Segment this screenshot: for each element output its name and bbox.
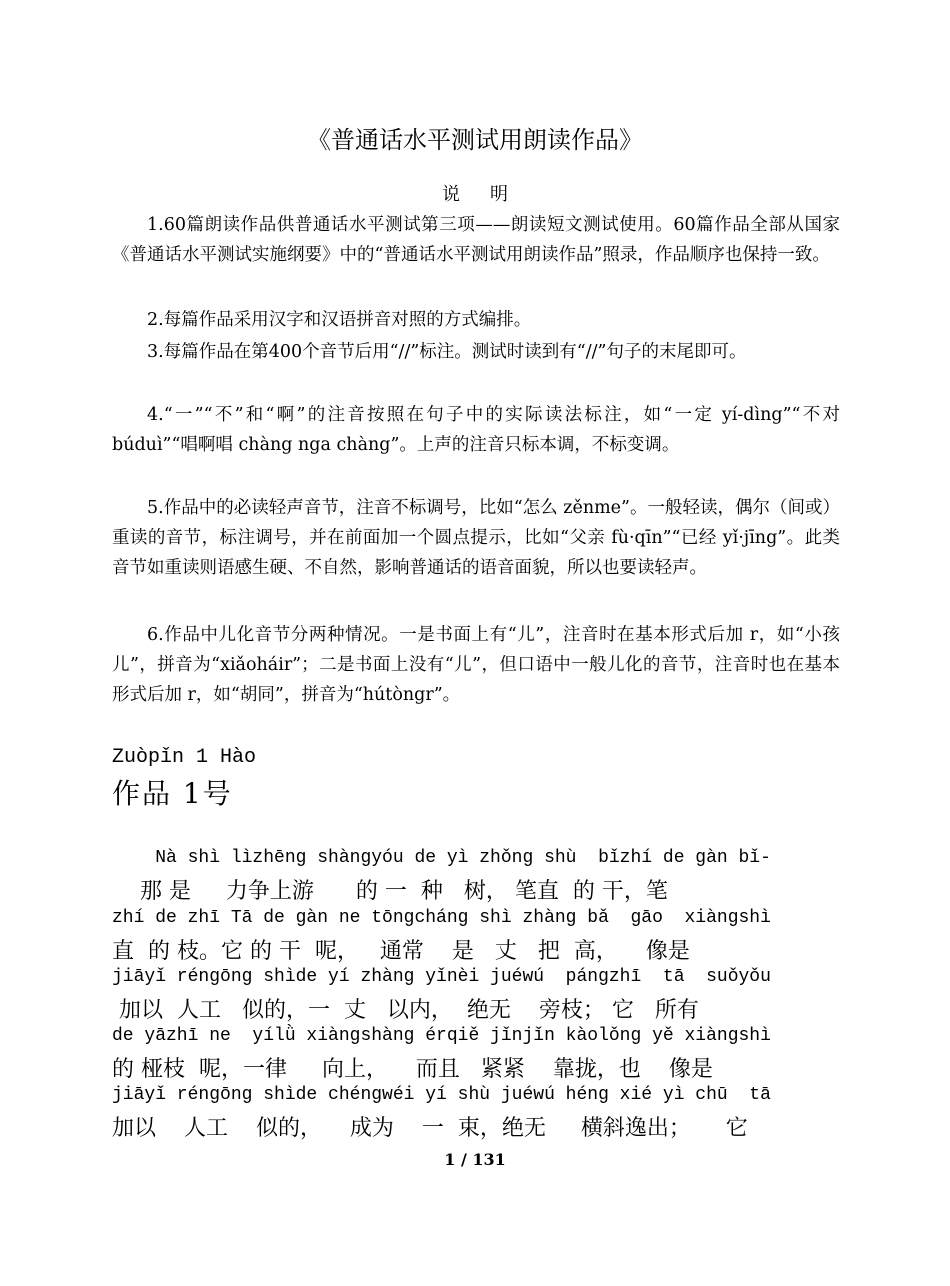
work-heading-pinyin: Zuòpǐn 1 Hào (112, 746, 257, 769)
hanzi-line: 那 是 力争上游 的 一 种 树， 笔直 的 干，笔 (112, 879, 668, 904)
section-heading: 说明 (442, 184, 538, 205)
page-current: 1 (444, 1150, 456, 1169)
document-title: 《普通话水平测试用朗读作品》 (307, 126, 643, 154)
note-paragraph-5: 5.作品中的必读轻声音节，注音不标调号，比如“怎么 zěnme”。一般轻读，偶尔（间或）重读的音节，标注调号，并在前面加一个圆点提示，比如“父亲 fù·qīn”“已经 yǐ·jīng”。此类音节如重读则语感生硬、不自然，影响普通话的语音面貌，所以也要读轻声。 (112, 498, 840, 578)
note-paragraph-1: 1.60篇朗读作品供普通话水平测试第三项——朗读短文测试使用。60篇作品全部从国家《普通话水平测试实施纲要》中的“普通话水平测试用朗读作品”照录，作品顺序也保持一致。 (112, 215, 840, 265)
work-heading: 作品 1号 (112, 777, 233, 810)
page-separator: / (460, 1150, 473, 1169)
hanzi-line: 加以 人工 似的， 成为 一 束，绝无 横斜逸出； 它 (112, 1116, 748, 1141)
pinyin-line: Nà shì lìzhēng shàngyóu de yì zhǒng shù bǐzhí de gàn bǐ- (112, 848, 771, 868)
hanzi-line: 加以 人工 似的，一 丈 以内， 绝无 旁枝； 它 所有 (112, 998, 699, 1023)
pinyin-line: zhí de zhī Tā de gàn ne tōngcháng shì zhàng bǎ gāo xiàngshì (112, 908, 771, 928)
note-paragraph-6: 6.作品中儿化音节分两种情况。一是书面上有“儿”，注音时在基本形式后加 r，如“小孩儿”，拼音为“xiǎoháir”；二是书面上没有“儿”，但口语中一般儿化的音节，注音时也在基本形式后加 r，如“胡同”，拼音为“hútòngr”。 (112, 625, 840, 705)
note-paragraph-2: 2.每篇作品采用汉字和汉语拼音对照的方式编排。 (147, 310, 532, 330)
page-indicator (0, 1150, 950, 1169)
note-paragraph-3: 3.每篇作品在第400个音节后用“//”标注。测试时读到有“//”句子的末尾即可。 (147, 342, 747, 362)
pinyin-line: jiāyǐ réngōng shìde yí zhàng yǐnèi juéwú pángzhī tā suǒyǒu (112, 967, 771, 987)
hanzi-line: 直 的 枝。它 的 干 呢， 通常 是 丈 把 高， 像是 (112, 939, 690, 964)
page-total: 131 (472, 1150, 506, 1169)
note-paragraph-4: 4.“一”“不”和“啊”的注音按照在句子中的实际读法标注，如“一定 yí-dìng”“不对 búduì”“唱啊唱 chàng nga chàng”。上声的注音只标本调，不标变调。 (112, 405, 840, 455)
pinyin-line: jiāyǐ réngōng shìde chéngwéi yí shù juéwú héng xié yì chū tā (112, 1085, 771, 1105)
pinyin-line: de yāzhī ne yílǜ xiàngshàng érqiě jǐnjǐn kàolǒng yě xiàngshì (112, 1026, 771, 1046)
hanzi-line: 的 桠枝 呢，一律 向上， 而且 紧紧 靠拢，也 像是 (112, 1057, 713, 1082)
